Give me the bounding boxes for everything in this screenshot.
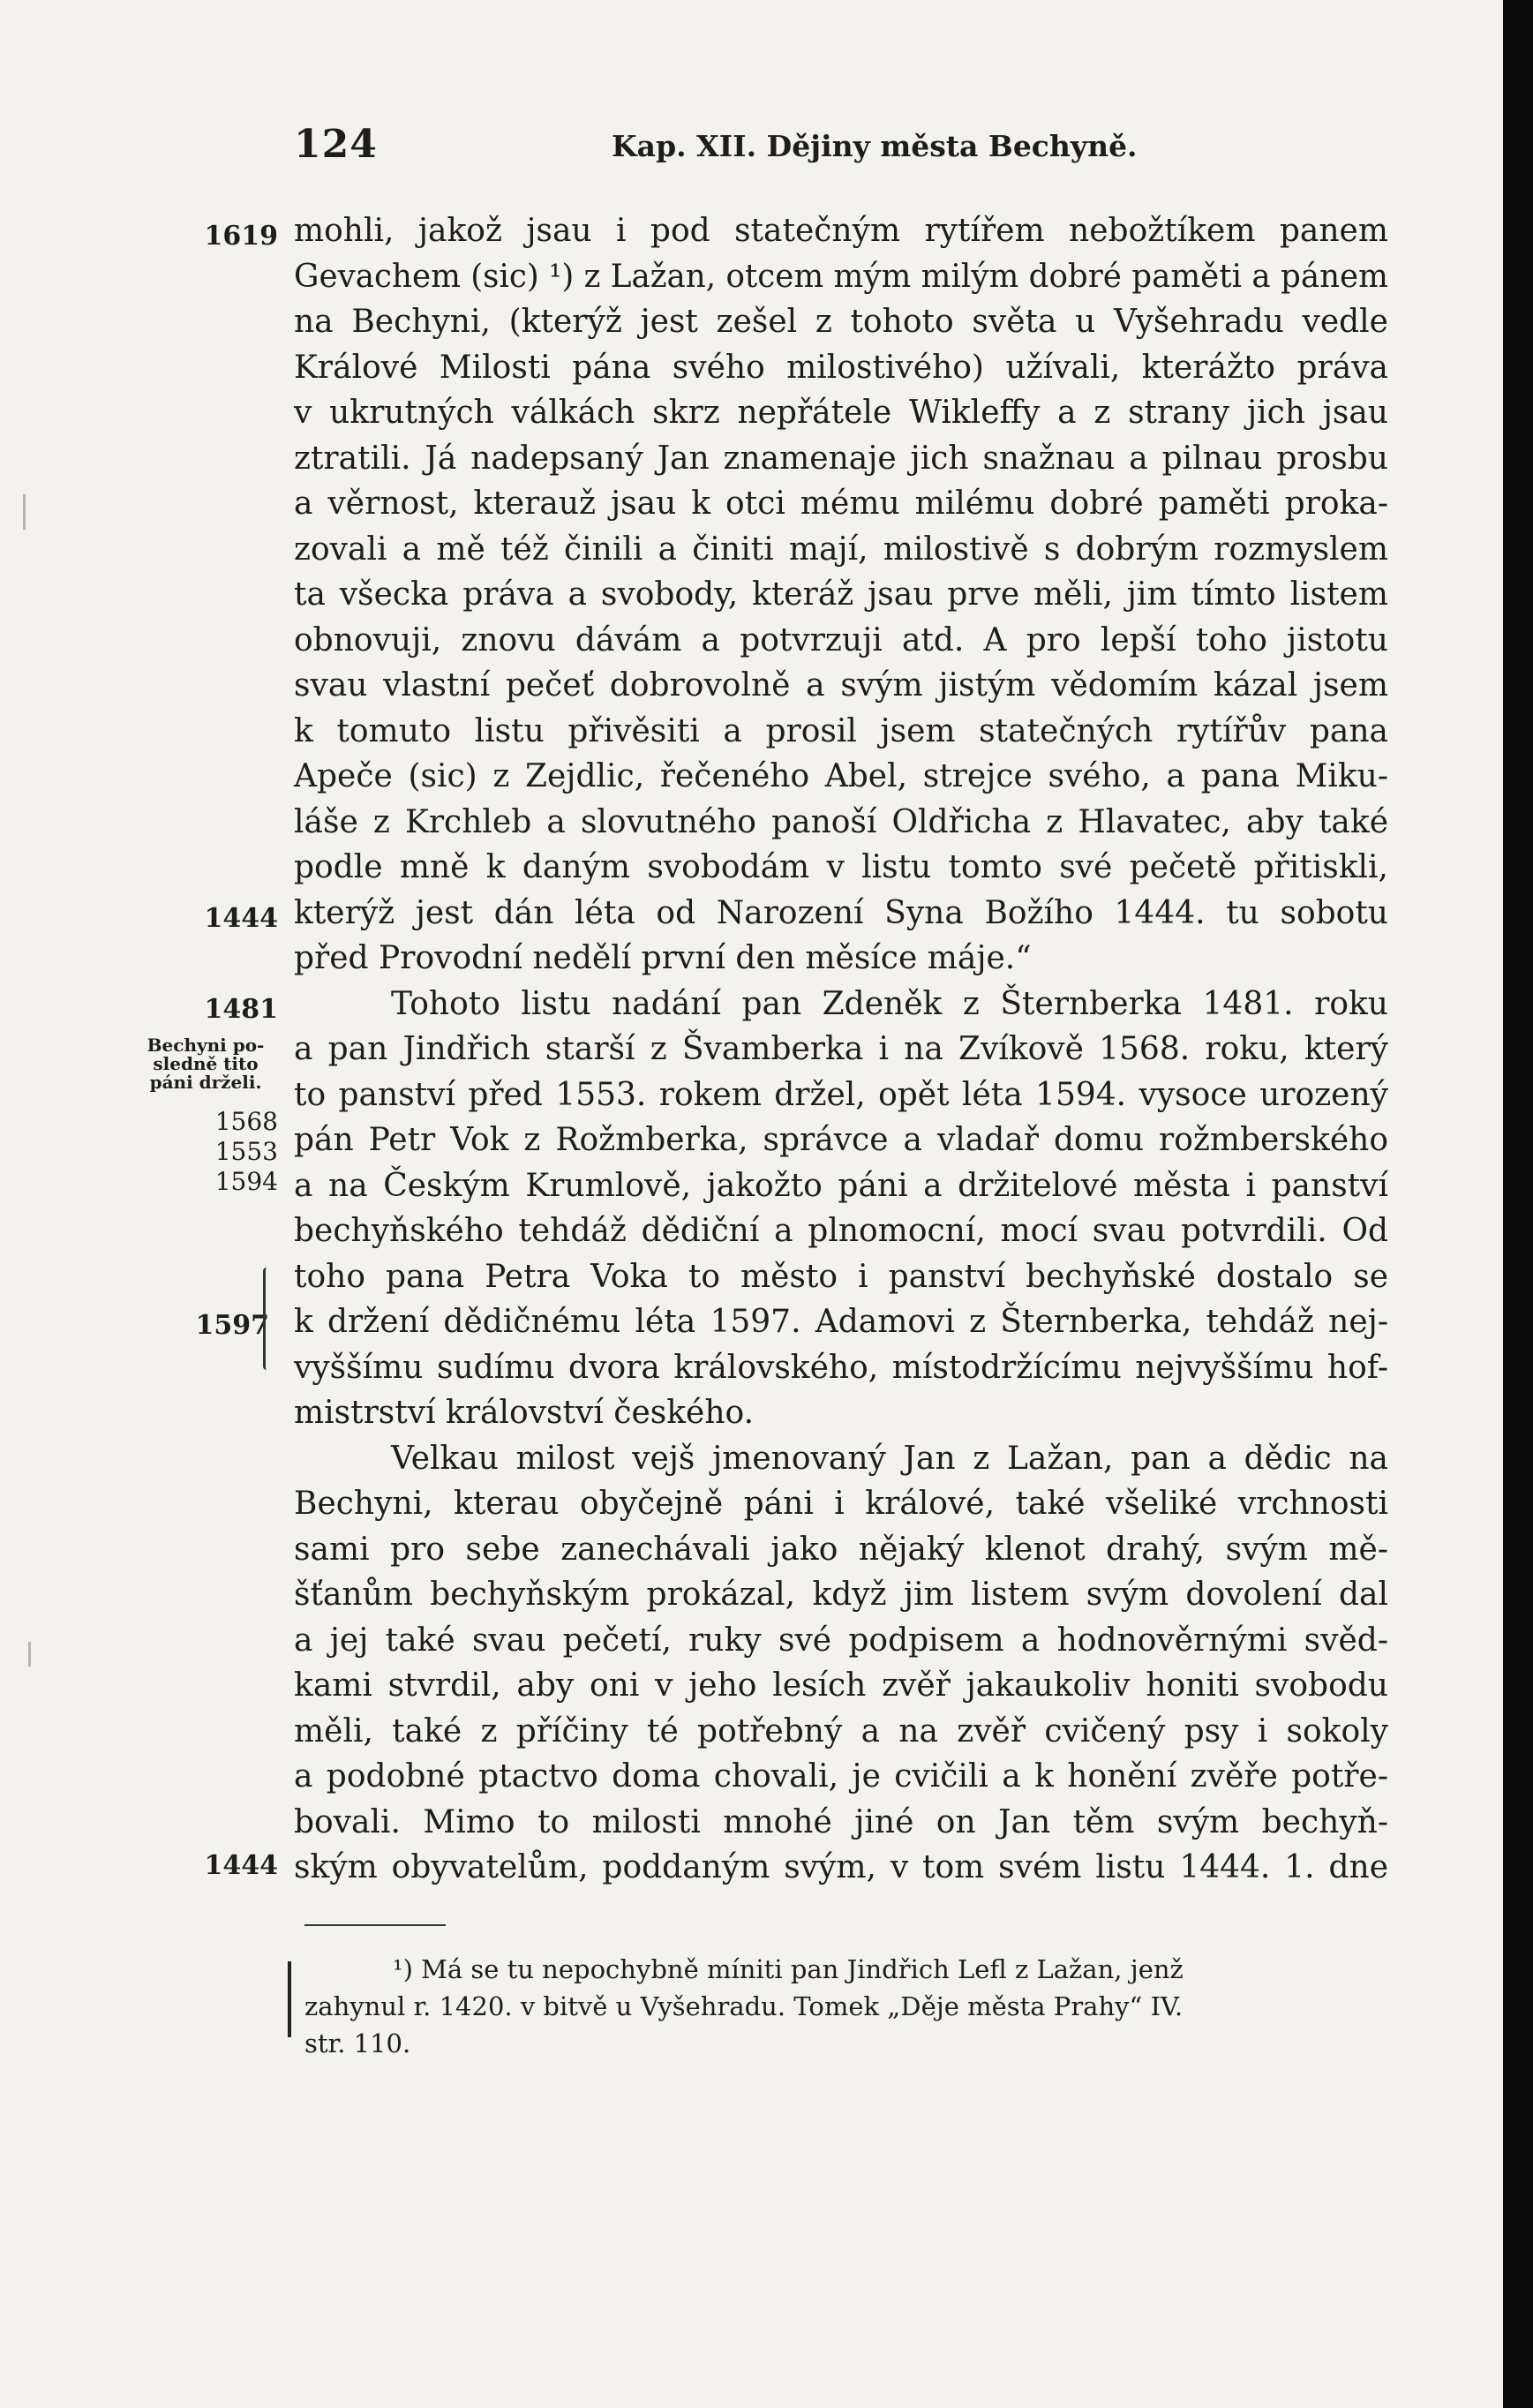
text-line: sami pro sebe zanechávali jako nějaký klenot drahý, svým mě- <box>294 1531 1388 1568</box>
side-note-line: páni drželi. <box>149 1072 262 1093</box>
text-line: a pan Jindřich starší z Švamberka i na Zvíkově 1568. roku, který <box>294 1031 1388 1067</box>
text-line: měli, také z příčiny té potřebný a na zvěř cvičený psy i sokoly <box>294 1712 1388 1750</box>
text-line: Bechyni, kterau obyčejně páni i králové, také všeliké vrchnosti <box>294 1486 1388 1522</box>
text-line: a na Českým Krumlově, jakožto páni a držitelové města i panství <box>294 1167 1388 1204</box>
scan-mark-bar <box>288 1961 291 2037</box>
margin-year: 1553 <box>214 1137 278 1166</box>
text-line: zovali a mě též činili a činiti mají, milostivě s dobrým rozmyslem <box>294 531 1388 568</box>
footnote-line: zahynul r. 1420. v bitvě u Vyšehradu. Tomek „Děje města Prahy“ IV. <box>304 1991 1184 2021</box>
margin-year: 1594 <box>214 1167 278 1196</box>
text-line: mohli, jakož jsau i pod statečným rytířem nebožtíkem panem <box>294 213 1388 249</box>
text-line: pán Petr Vok z Rožmberka, správce a vladař domu rožmberského <box>294 1122 1388 1158</box>
text-line: bovali. Mimo to milosti mnohé jiné on Jan těm svým bechyň- <box>294 1803 1388 1840</box>
text-line: před Provodní nedělí první den měsíce máje.“ <box>294 940 1032 976</box>
margin-year-1619: 1619 <box>204 221 278 252</box>
text-line: toho pana Petra Voka to město i panství bechyňské dostalo se <box>294 1258 1388 1295</box>
text-line: na Bechyni, (kterýž jest zešel z tohoto světa u Vyšehradu vedle <box>294 304 1388 340</box>
text-line: podle mně k daným svobodám v listu tomto své pečetě přitiskli, <box>294 849 1388 885</box>
side-note-line: Bechyni po- <box>147 1035 265 1056</box>
margin-years-stack <box>215 1107 278 1197</box>
text-line: Tohoto listu nadání pan Zdeněk z Šternberka 1481. roku <box>391 985 1388 1022</box>
text-line: kami stvrdil, aby oni v jeho lesích zvěř jakaukoliv honiti svobodu <box>294 1667 1388 1704</box>
text-line: svau vlastní pečeť dobrovolně a svým jistým vědomím kázal jsem <box>294 667 1388 704</box>
running-title: Kap. XII. Dějiny města Bechyně. <box>612 129 1138 163</box>
text-line: bechyňského tehdáž dědiční a plnomocní, mocí svau potvrdili. Od <box>294 1213 1388 1249</box>
scan-artifact <box>28 1642 31 1667</box>
text-line: a jej také svau pečetí, ruky své podpisem a hodnověrnými svěd- <box>294 1622 1388 1659</box>
text-line: mistrství království českého. <box>294 1395 755 1431</box>
text-line: to panství před 1553. rokem držel, opět léta 1594. vysoce urozený <box>294 1076 1388 1113</box>
footnote-line: str. 110. <box>304 2028 411 2058</box>
text-line: k držení dědičnému léta 1597. Adamovi z Šternberka, tehdáž nej- <box>294 1304 1388 1340</box>
side-note-line: sledně tito <box>153 1053 259 1074</box>
main-text <box>294 208 1388 1891</box>
page-header <box>294 122 1388 171</box>
text-line: Gevachem (sic) ¹) z Lažan, otcem mým milým dobré paměti a pánem <box>294 258 1388 295</box>
text-line: Králové Milosti pána svého milostivého) užívali, kterážto práva <box>294 349 1388 386</box>
margin-bracket <box>263 1268 271 1370</box>
text-line: a podobné ptactvo doma chovali, je cvičili a k honění zvěře potře- <box>294 1758 1388 1795</box>
margin-year-1597: 1597 <box>195 1310 269 1341</box>
text-line: ta všecka práva a svobody, kteráž jsau prve měli, jim tímto listem <box>294 576 1388 613</box>
text-line: a věrnost, kterauž jsau k otci mému milému dobré paměti proka- <box>294 485 1388 522</box>
text-line: vyššímu sudímu dvora královského, místodržícímu nejvyššímu hof- <box>294 1349 1388 1386</box>
text-line: ským obyvatelům, poddaným svým, v tom svém listu 1444. 1. dne <box>294 1849 1388 1885</box>
text-line: kterýž jest dán léta od Narození Syna Božího 1444. tu sobotu <box>294 894 1388 931</box>
text-line: k tomuto listu přivěsiti a prosil jsem statečných rytířův pana <box>294 712 1388 749</box>
margin-side-note <box>135 1036 276 1092</box>
text-line: šťanům bechyňským prokázal, když jim listem svým dovolení dal <box>294 1576 1388 1613</box>
text-line: ztratili. Já nadepsaný Jan znamenaje jich snažnau a pilnau prosbu <box>294 440 1388 477</box>
text-line: v ukrutných válkách skrz nepřátele Wikleffy a z strany jich jsau <box>294 395 1388 431</box>
margin-year: 1568 <box>214 1107 278 1136</box>
margin-year-1481: 1481 <box>204 994 278 1025</box>
scan-artifact <box>23 494 26 530</box>
text-line: Apeče (sic) z Zejdlic, řečeného Abel, strejce svého, a pana Miku- <box>294 758 1388 794</box>
footnote <box>304 1951 1390 2062</box>
margin-year-1444: 1444 <box>204 903 278 934</box>
text-line: obnovuji, znovu dávám a potvrzuji atd. A pro lepší toho jistotu <box>294 621 1388 658</box>
margin-year-1444-bottom: 1444 <box>204 1850 278 1881</box>
page-number: 124 <box>294 122 378 167</box>
scan-dark-edge <box>1503 0 1533 2408</box>
text-line: láše z Krchleb a slovutného panoší Oldřicha z Hlavatec, aby také <box>294 803 1388 840</box>
footnote-separator <box>304 1924 446 1926</box>
footnote-line: ¹) Má se tu nepochybně míniti pan Jindřich Lefl z Lažan, jenž <box>393 1954 1184 1984</box>
text-line: Velkau milost vejš jmenovaný Jan z Lažan, pan a dědic na <box>391 1440 1388 1477</box>
margin-notes <box>141 208 278 1974</box>
